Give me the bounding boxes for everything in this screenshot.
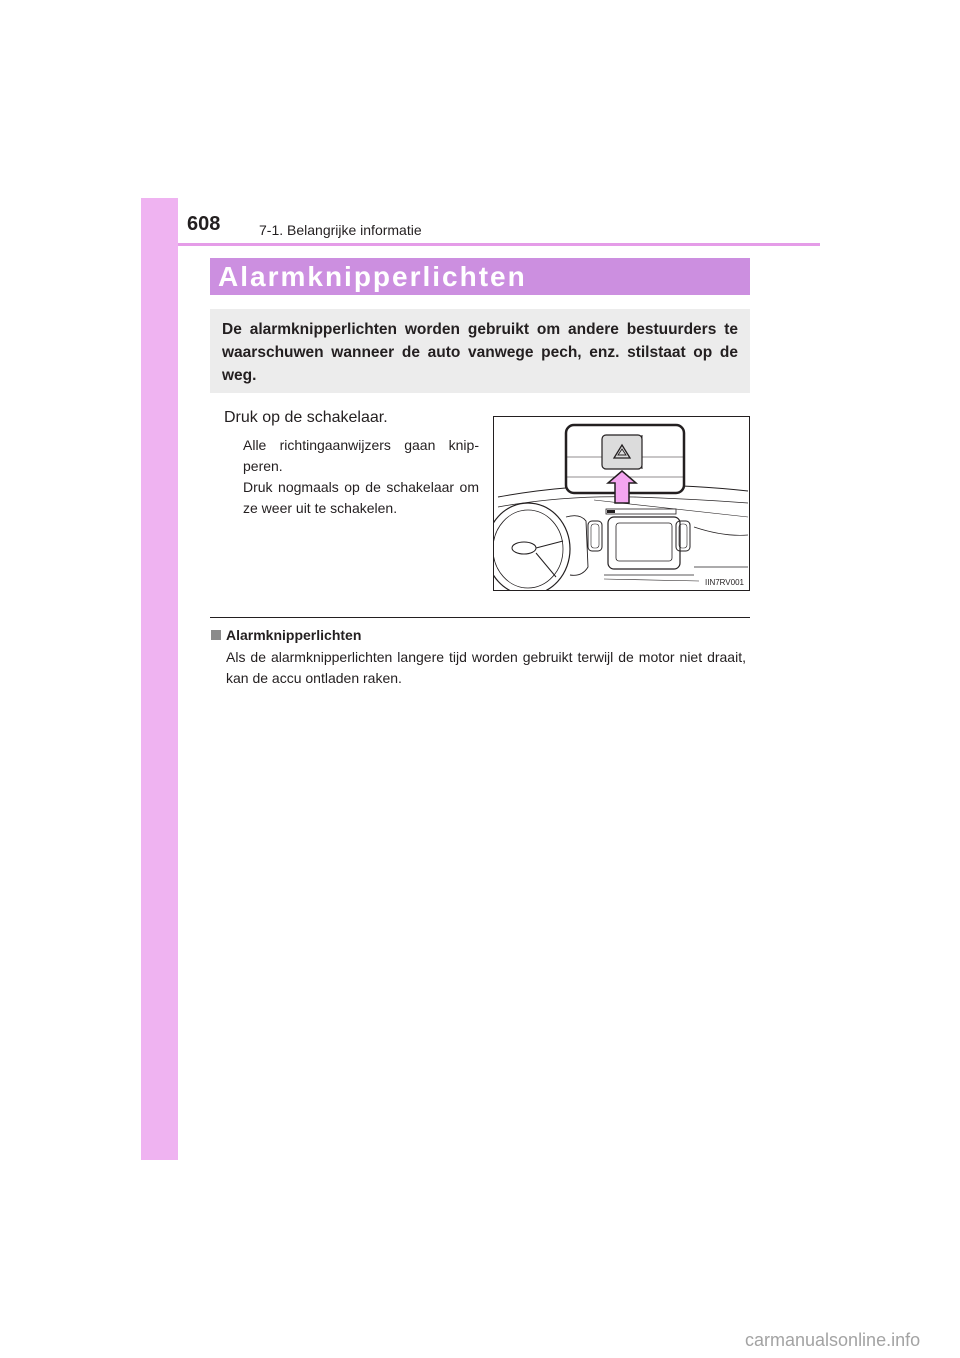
note-heading: [211, 627, 361, 643]
intro-box: [210, 309, 750, 393]
header-rule: [178, 243, 820, 246]
page-title: Alarmknipperlichten: [218, 261, 527, 292]
figure-code: IIN7RV001: [705, 578, 744, 587]
hazard-switch-icon: [602, 435, 642, 469]
note-divider: [210, 617, 750, 618]
note-heading-text: Alarmknipperlichten: [226, 627, 362, 643]
page-number: 608: [187, 213, 221, 235]
steering-wheel-icon: [494, 503, 570, 591]
watermark: carmanualsonline.info: [745, 1330, 921, 1350]
step-detail-1: Alle richtingaanwijzers gaan knip-peren.: [243, 437, 479, 474]
dashboard-drawing: [494, 417, 750, 591]
step-detail: [243, 435, 479, 519]
step-detail-2: Druk nogmaals op de schakelaar om ze weer uit te schakelen.: [243, 479, 479, 516]
square-bullet-icon: [211, 630, 221, 640]
side-band: [141, 198, 178, 1160]
title-bar: [210, 258, 750, 295]
note-text: Als de alarmknipperlichten langere tijd worden gebruikt terwijl de motor niet draait, kan de accu ontladen raken.: [226, 649, 746, 686]
intro-text: De alarmknipperlichten worden gebruikt om andere bestuurders te waarschuwen wanneer de auto vanwege pech, enz. stilstaat op de weg.: [222, 321, 738, 384]
step-instruction: Druk op de schakelaar.: [224, 409, 388, 426]
dashboard-illustration: [493, 416, 750, 591]
section-label: 7-1. Belangrijke informatie: [259, 222, 422, 238]
